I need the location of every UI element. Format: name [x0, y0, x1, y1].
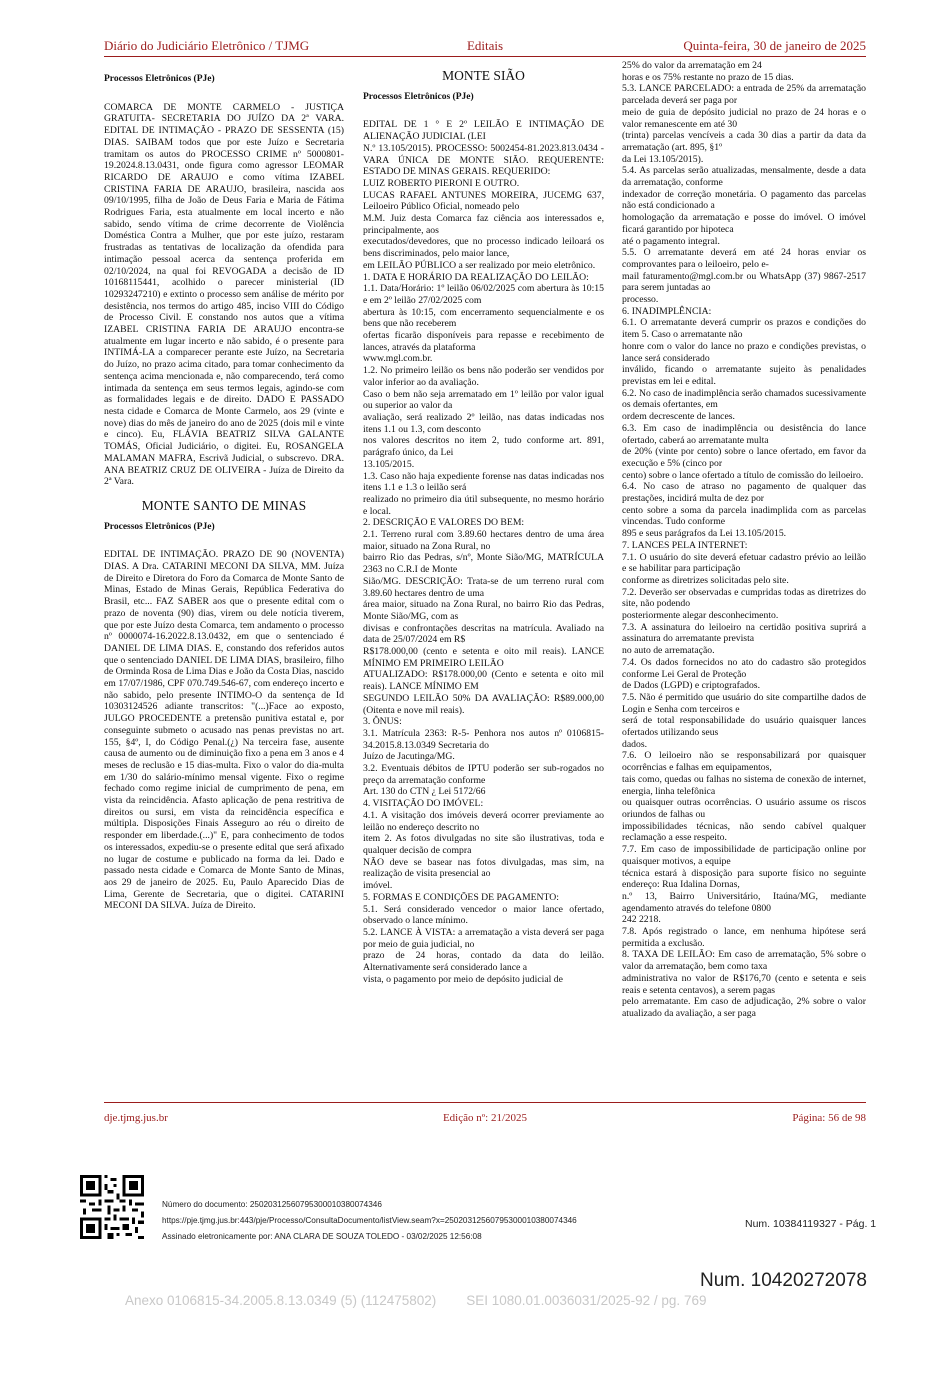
section-label: Processos Eletrônicos (PJe)	[363, 91, 474, 102]
edition-number: Edição nº: 21/2025	[442, 1112, 528, 1124]
column-3	[622, 60, 866, 1080]
journal-title: Diário do Judiciário Eletrônico / TJMG	[104, 38, 310, 53]
signed-by: Assinado eletronicamente por: ANA CLARA DE SOUZA TOLEDO - 03/02/2025 12:56:08	[162, 1232, 482, 1241]
edict-monte-carmelo: COMARCA DE MONTE CARMELO - JUSTIÇA GRATUITA- SECRETARIA DO JUÍZO DA 2ª VARA. EDITAL DE INTIMAÇÃO - PRAZO DE SESSENTA (15) DIAS. SAIBAM todos que por este Juízo e Secretaria tramitam os autos do PROCESSO CRIME nº 5000801-19.2024.8.13.0431, onde figura como agressor LEOMAR RICARDO DE ARAUJO e como vítima IZABEL CRISTINA FARIA DE ARAUJO, brasileira, nascida aos 09/10/1995, filha de João de Deus Faria e Maria de Fátima Rodrigues Faria, esta atualmente em local incerto e não sabido, sendo vítima de crime decorrente de Violência Doméstica Contra a Mulher, que por este juízo, restaram frustradas as tentativas de localização da ofendida para intimação pessoal acerca da sentença proferida em 02/10/2024, na qual foi REVOGADA a decisão de ID 10168115441, acolhido o parecer ministerial (ID 10293247210) e extinto o processo sem análise de mérito por desistência, nos termos do artigo 485, inciso VIII do Código de Processo Civil. E constando nos autos que a vítima IZABEL CRISTINA FARIA DE ARAUJO encontra-se atualmente em lugar incerto e não sabido, é o presente para INTIMÁ-LA a comparecer perante este Juízo, na Secretaria do Juízo, no prazo acima citado, para tomar conhecimento da sentença acima mencionada e, não comparecendo, terá como intimada da sentença em seus termos legais, agindo-se com as formalidades legais e de direito. DADO E PASSADO nesta cidade e Comarca de Monte Carmelo, aos 29 (vinte e nove) dias do mês de janeiro do ano de 2025 (dois mil e vinte e cinco). Eu, FLÁVIA BEATRIZ SILVA GALANTE TOMÁS, Oficial Judiciário, o digitei. Eu, ROSANGELA MALAMAN MAFRA, Escrivã Judicial, o subscrevo. DRA. ANA BEATRIZ CRUZ DE OLIVEIRA - Juíza de Direito da 2ª Vara.	[104, 101, 344, 488]
comarca-heading: MONTE SIÃO	[442, 68, 525, 83]
edict-monte-santo: EDITAL DE INTIMAÇÃO. PRAZO DE 90 (NOVENTA) DIAS. A Dra. CATARINI MECONI DA SILVA, MM. Juíza de Direito e Diretora do Foro da Comarca de Monte Santo de Minas, Estado de Minas Gerais, República Federativa do Brasil, etc... FAZ SABER aos que o presente edital com o prazo de noventa (90) dias, virem ou dele notícia tiverem, que por este Juízo desta Comarca, tem andamento o processo nº 0000074-16.2022.8.13.0432, em que o sentenciado é DANIEL DE LIMA DIAS. E, constando dos referidos autos que o sentenciado DANIEL DE LIMA DIAS, brasileiro, filho de Orminda Rosa de Lima Dias e João da Costa Dias, nascido em 17/07/1986, CPF 070.749.546-67, com endereço incerto e não sabido, pelo presente INTIMO-O da sentença de Id 10303124526 adiante transcritos: "(...)Face ao exposto, JULGO PROCEDENTE a pretensão punitiva estatal e, por conseguinte submeto o acusado nas penas previstas no art. 155, §4º, I, do Código Penal.(¿) Na terceira fase, ausente causa de aumento ou de diminuição fixo a pena em 3 anos e 4 meses de reclusão e 15 dias-multa. Fixo o valor do dia-multa em 1/30 do salário-mínimo mensal vigente. Fixo o regime fechado como regime inicial de cumprimento de pena, em vista da reincidência. Afasto aplicação de pena restritiva de direitos ou sursi, em vista da reincidência específica e múltipla. Disposições Finais Asseguro ao réu o direito de responder em liberdade.(...)" E, para conhecimento de todos os interessados, expediu-se o presente edital que será afixado no lugar de costume e publicado na forma da lei. Dado e passado nesta cidade e Comarca de Monte Santo de Minas, aos 29 de janeiro de 2025. Eu, Paulo Aparecido Dias de Lima, Gerente de Secretaria, que o digitei. CATARINI MECONI DA SILVA. Juíza de Direito.	[104, 549, 344, 912]
edict-monte-siao: EDITAL DE 1 ° E 2º LEILÃO E INTIMAÇÃO DE ALIENAÇÃO JUDICIAL (LEI N.º 13.105/2015). PROCESSO: 5002454-81.2023.813.0434 - VARA ÚNICA DE MONTE SIÃO. REQUERENTE: ESTADO DE MINAS GERAIS. REQUERIDO: LUIZ ROBERTO PIERONI E OUTRO. LUCAS RAFAEL ANTUNES MOREIRA, JUCEMG 637, Leiloeiro Público Oficial, nomeado pelo M.M. Juiz desta Comarca faz ciência aos interessados e, principalmente, aos executados/devedores, que no processo indicado leiloará os bens discriminados, pelo maior lance, em LEILÃO PÚBLICO a ser realizado por meio eletrônico. 1. DATA E HORÁRIO DA REALIZAÇÃO DO LEILÃO: 1.1. Data/Horário: 1º leilão 06/02/2025 com abertura às 10:15 e em 2º leilão 27/02/2025 com abertura às 10:15, com encerramento sequencialmente e os bens que não receberem ofertas ficarão disponíveis para repasse e recebimento de lances, através da plataforma www.mgl.com.br. 1.2. No primeiro leilão os bens não poderão ser vendidos por valor inferior ao da avaliação. Caso o bem não seja arrematado em 1º leilão por valor igual ou superior ao valor da avaliação, será realizado 2º leilão, nas datas indicadas nos itens 1.1 ou 1.3, com desconto nos valores descritos no item 2, tudo conforme art. 891, parágrafo único, da Lei 13.105/2015. 1.3. Caso não haja expediente forense nas datas indicadas nos itens 1.1 e 1.3 o leilão será realizado no primeiro dia útil subsequente, no mesmo horário e local. 2. DESCRIÇÃO E VALORES DO BEM: 2.1. Terreno rural com 3.89.60 hectares dentro de uma área maior, situado na Zona Rural, no bairro Rio das Pedras, s/nº, Monte Sião/MG, MATRÍCULA 2363 no C.R.I de Monte Sião/MG. DESCRIÇÃO: Trata-se de um terreno rural com 3.89.60 hectares dentro de uma área maior, situado na Zona Rural, no bairro Rio das Pedras, Monte Sião/MG, com as divisas e confrontações descritas na matrícula. Avaliado na data de 25/07/2024 em R$ R$178.000,00 (cento e setenta e oito mil reais). LANCE MÍNIMO EM PRIMEIRO LEILÃO ATUALIZADO: R$178.000,00 (Cento e setenta e oito mil reais). LANCE MÍNIMO EM SEGUNDO LEILÃO 50% DA AVALIAÇÃO: R$89.000,00 (Oitenta e nove mil reais). 3. ÔNUS: 3.1. Matrícula 2363: R-5- Penhora nos autos nº 0106815- 34.2015.8.13.0349 Secretaria do Juízo de Jacutinga/MG. 3.2. Eventuais débitos de IPTU poderão ser sub-rogados no preço da arrematação conforme Art. 130 do CTN ¿ Lei 5172/66 4. VISITAÇÃO DO IMÓVEL: 4.1. A visitação dos imóveis deverá ocorrer previamente ao leilão no endereço descrito no item 2. As fotos divulgadas no site são ilustrativas, toda e qualquer decisão de compra NÃO deve se basear nas fotos divulgadas, mas sim, na realização de visita presencial ao imóvel. 5. FORMAS E CONDIÇÕES DE PAGAMENTO: 5.1. Será considerado vencedor o maior lance ofertado, observado o lance mínimo. 5.2. LANCE À VISTA: a arrematação a vista deverá ser paga por meio de guia judicial, no prazo de 24 horas, contado da data do leilão. Alternativamente será considerado lance a vista, o pagamento por meio de depósito judicial de	[363, 119, 604, 985]
site-link[interactable]: dje.tjmg.jus.br	[104, 1112, 168, 1124]
signature-block	[162, 1197, 577, 1245]
comarca-heading: MONTE SANTO DE MINAS	[141, 497, 307, 513]
document-num-page: Num. 10384119327 - Pág. 1	[745, 1218, 877, 1230]
page-footer	[104, 1112, 866, 1126]
stamp-number: Num. 10420272078	[700, 1270, 867, 1291]
section-title: Editais	[466, 38, 504, 53]
publication-date: Quinta-feira, 30 de janeiro de 2025	[683, 38, 866, 53]
page-number: Página: 56 de 98	[792, 1112, 866, 1124]
document-number: Número do documento: 25020312560795300010380074346	[162, 1200, 382, 1209]
page-header	[104, 38, 866, 54]
column-2	[363, 68, 604, 1088]
section-label: Processos Eletrônicos (PJe)	[104, 74, 215, 84]
section-label: Processos Eletrônicos (PJe)	[104, 521, 215, 532]
document-url[interactable]: https://pje.tjmg.jus.br:443/pje/Processo/ConsultaDocumento/listView.seam?x=25020312560795300010380074346	[162, 1216, 577, 1225]
annex-watermark: Anexo 0106815-34.2005.8.13.0349 (5) (112475802) SEI 1080.01.0036031/2025-92 / pg. 769	[125, 1293, 707, 1308]
column-1	[104, 68, 344, 1088]
header-rule	[104, 56, 866, 57]
qr-code-icon	[80, 1175, 144, 1239]
edict-monte-siao-continued: 25% do valor da arrematação em 24 horas e os 75% restante no prazo de 15 dias. 5.3. LANCE PARCELADO: a entrada de 25% da arrematação parcelada deverá ser paga por meio de guia de depósito judicial no prazo de 24 horas e o valor remanescente em até 30 (trinta) parcelas vencíveis a cada 30 dias a partir da data da arrematação (art. 895, §1º da Lei 13.105/2015). 5.4. As parcelas serão atualizadas, mensalmente, desde a data da arrematação, conforme indexador de correção monetária. O pagamento das parcelas não está condicionado a homologação da arrematação e posse do imóvel. O imóvel ficará garantido por hipoteca até o pagamento integral. 5.5. O arrematante deverá em até 24 horas enviar os comprovantes para o leiloeiro, pelo e- mail faturamento@mgl.com.br ou WhatsApp (37) 9867-2517 para serem juntadas ao processo. 6. INADIMPLÊNCIA: 6.1. O arrematante deverá cumprir os prazos e condições do item 5. Caso o arrematante não honre com o valor do lance no prazo e condições previstas, o lance será considerado inválido, ficando o arrematante sujeito às penalidades previstas em lei e edital. 6.2. No caso de inadimplência serão chamados sucessivamente os demais ofertantes, em ordem decrescente de lances. 6.3. Em caso de inadimplência ou desistência do lance ofertado, caberá ao arrematante multa de 20% (vinte por cento) sobre o lance ofertado, em favor da execução e 5% (cinco por cento) sobre o lance ofertado a título de comissão do leiloeiro. 6.4. No caso de atraso no pagamento de qualquer das prestações, incidirá multa de dez por cento sobre a soma da parcela inadimplida com as parcelas vincendas. Tudo conforme 895 e seus parágrafos da Lei 13.105/2015. 7. LANCES PELA INTERNET: 7.1. O usuário do site deverá efetuar cadastro prévio ao leilão e se habilitar para participação conforme as diretrizes solicitadas pelo site. 7.2. Deverão ser observadas e cumpridas todas as diretrizes do site, não podendo posteriormente alegar desconhecimento. 7.3. A assinatura do leiloeiro na certidão positiva suprirá a assinatura do arrematante prevista no auto de arrematação. 7.4. Os dados fornecidos no ato do cadastro são protegidos conforme Lei Geral de Proteção de Dados (LGPD) e criptografados. 7.5. Não é permitido que usuário do site compartilhe dados de Login e Senha com terceiros e será de total responsabilidade do usuário quaisquer lances ofertados utilizando seus dados. 7.6. O leiloeiro não se responsabilizará por quaisquer ocorrências e falhas em equipamentos, tais como, quedas ou falhas no sistema de conexão de internet, energia, linha telefônica ou quaisquer outras ocorrências. O usuário assume os riscos oriundos de falhas ou impossibilidades técnicas, não sendo cabível qualquer reclamação a esse respeito. 7.7. Em caso de impossibilidade de participação online por quaisquer motivos, a equipe técnica estará à disposição para suporte físico no seguinte endereço: Rua Idalina Dornas, n.º 13, Bairro Universitário, Itaúna/MG, mediante agendamento através do telefone 0800 242 2218. 7.8. Após registrado o lance, em nenhuma hipótese será permitida a exclusão. 8. TAXA DE LEILÃO: Em caso de arrematação, 5% sobre o valor da arrematação, bem como taxa administrativa no valor de R$176,70 (cento e setenta e seis reais e setenta centavos), a serem pagas pelo arrematante. Em caso de adjudicação, 2% sobre o valor atualizado da avaliação, a ser paga	[622, 60, 866, 1019]
footer-rule	[104, 1102, 866, 1103]
